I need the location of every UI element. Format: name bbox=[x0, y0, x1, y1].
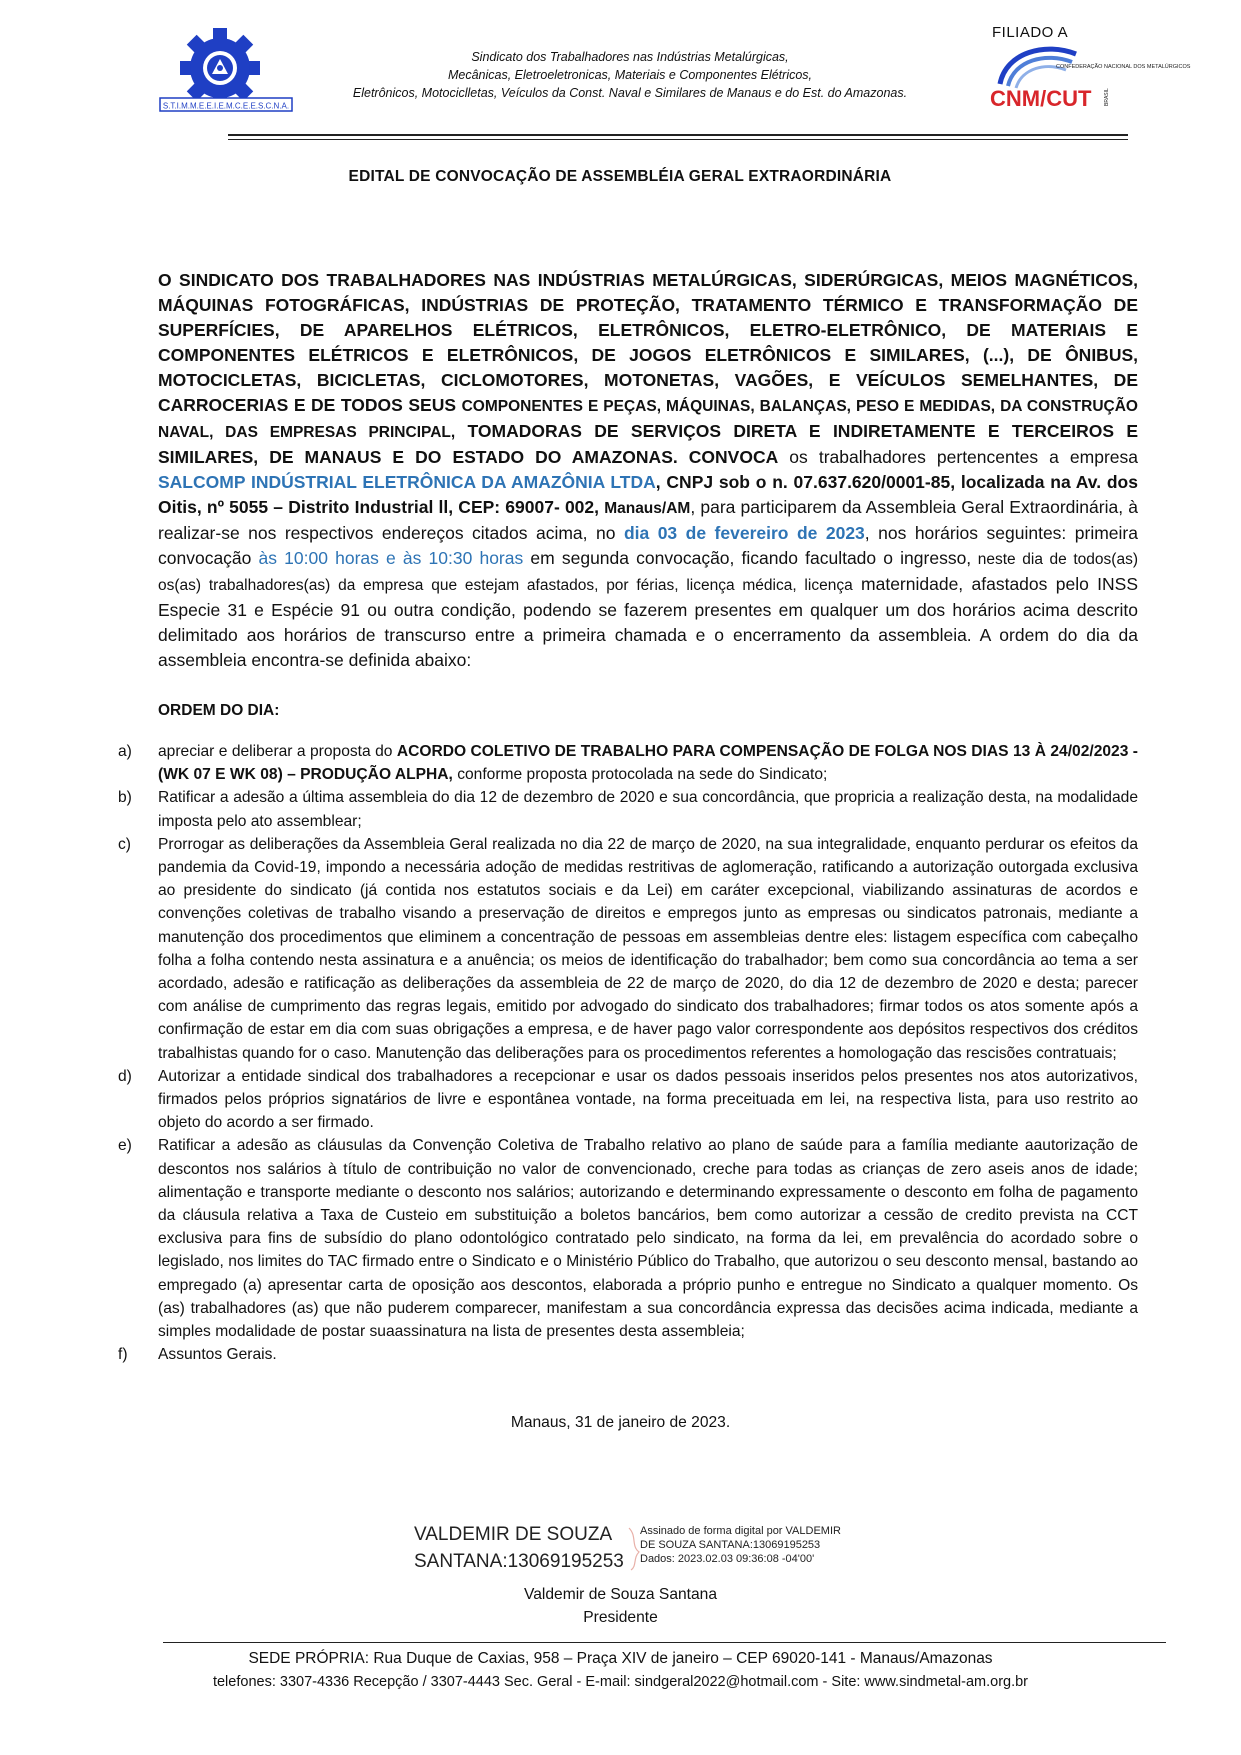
item-letter: a) bbox=[118, 743, 132, 760]
item-text: Ratificar a adesão a última assembleia do dia 12 de dezembro de 2020 e sua concordância, que propricia a realização desta, na modalidade imposta pelo ato assemblear; bbox=[158, 789, 1138, 830]
company-name: SALCOMP INDÚSTRIAL ELETRÔNICA DA AMAZÔNIA LTDA bbox=[158, 472, 656, 492]
digital-signature-details: Assinado de forma digital por VALDEMIR DE SOUZA SANTANA:13069195253 Dados: 2023.02.03 09:36:08 -04'00' bbox=[640, 1525, 841, 1565]
header-divider-thin bbox=[228, 139, 1128, 140]
agenda-list bbox=[118, 740, 1138, 1366]
assembly-date: dia 03 de fevereiro de 2023 bbox=[623, 523, 865, 543]
item-letter: d) bbox=[118, 1067, 132, 1085]
company-city: Manaus/AM bbox=[604, 500, 691, 517]
agenda-title: ORDEM DO DIA: bbox=[158, 702, 280, 719]
agenda-item-d bbox=[118, 1065, 1138, 1135]
affiliation-label: FILIADO A bbox=[992, 24, 1069, 41]
company-address: , CNPJ sob o n. 07.637.620/0001-85, localizada na Av. dos Oitis, nº 5055 – Distrito Industrial ll, CEP: 69007- 002, bbox=[158, 472, 1138, 517]
union-name-header: Sindicato dos Trabalhadores nas Indústrias Metalúrgicas, Mecânicas, Eletroeletronicas, Materiais e Componentes Elétricos, Eletrônicos, Motociclletas, Veículos da Const. Naval e Similares de Manaus e do Est. do Amazonas. bbox=[352, 50, 908, 100]
eligibility-text-cont: maternidade, afastados pelo INSS Especie 31 e Espécie 91 ou outra condição, podendo se fazerem presentes em qualquer um dos horários acima descrito delimitado aos horários de transcurso entre a primeira chamada e o encerramento da assembleia. A ordem do dia da assembleia encontra-se definida abaixo: bbox=[158, 574, 1138, 670]
svg-text:CONFEDERAÇÃO NACIONAL DOS META: CONFEDERAÇÃO NACIONAL DOS METALÚRGICOS bbox=[1056, 64, 1191, 70]
item-text: apreciar e deliberar a proposta do ACORDO COLETIVO DE TRABALHO PARA COMPENSAÇÃO DE FOLGA NOS DIAS 13 À 24/02/2023 - (WK 07 E WK 08) – PRODUÇÃO ALPHA, conforme proposta protocolada na sede do Sindicato; bbox=[158, 743, 1138, 784]
svg-text:CNM/CUT: CNM/CUT bbox=[990, 86, 1092, 111]
signer-name: Valdemir de Souza Santana bbox=[523, 1586, 718, 1603]
agenda-item-e bbox=[118, 1134, 1138, 1343]
convoca-text: os trabalhadores pertencentes a empresa bbox=[778, 447, 1139, 467]
header-divider bbox=[228, 134, 1128, 136]
digital-signature-name: VALDEMIR DE SOUZA SANTANA:13069195253 bbox=[414, 1524, 624, 1572]
item-text: Assuntos Gerais. bbox=[158, 1346, 277, 1364]
eligibility-text: neste dia de todos(as) os(as) trabalhadores(as) da empresa que estejam afastados, por férias, licença médica, licença bbox=[158, 551, 1138, 594]
union-full-name-end: TOMADORAS DE SERVIÇOS DIRETA E INDIRETAMENTE E TERCEIROS E SIMILARES, DE MANAUS E DO ESTADO DO AMAZONAS. CONVOCA bbox=[158, 421, 1139, 467]
footer-contacts: telefones: 3307-4336 Recepção / 3307-4443 Sec. Geral - E-mail: sindgeral2022@hotmail.com - Site: www.sindmetal-am.org.br bbox=[212, 1674, 1029, 1690]
item-letter: e) bbox=[118, 1137, 132, 1155]
schedule-text: , nos horários seguintes: primeira convocação bbox=[158, 523, 1138, 568]
agenda-item-a bbox=[118, 740, 1138, 786]
second-call-text: em segunda convocação, ficando facultado o ingresso, bbox=[523, 548, 972, 568]
union-logo bbox=[158, 28, 298, 128]
footer-divider bbox=[163, 1642, 1166, 1643]
svg-text:S.T.I.M.M.E.E.I.E.M.C.E.E.S.C.: S.T.I.M.M.E.E.I.E.M.C.E.E.S.C.N.A. bbox=[162, 101, 290, 111]
assembly-text: , para participarem da Assembleia Geral Extraordinária, à realizar-se nos respectivos endereços citados acima, no bbox=[158, 497, 1138, 543]
item-letter: f) bbox=[118, 1346, 128, 1364]
item-text: Autorizar a entidade sindical dos trabalhadores a recepcionar e usar os dados pessoais inseridos pelos presentes nos atos autorizativos, firmados pelos próprios signatários de livre e espontânea vontade, na forma preceituada em lei, na respectiva lista, para uso restrito ao objeto do acordo a ser firmado. bbox=[158, 1067, 1138, 1132]
footer-address: SEDE PRÓPRIA: Rua Duque de Caxias, 958 – Praça XIV de janeiro – CEP 69020-141 - Manaus/Amazonas bbox=[248, 1650, 993, 1667]
item-text: Prorrogar as deliberações da Assembleia Geral realizada no dia 22 de março de 2020, na sua integralidade, enquanto perdurar os efeitos da pandemia da Covid-19, impondo a necessária adoção de medidas restritivas de aglomeração, ratificando a autorização outorgada exclusiva ao presidente do sindicato (já contida nos estatutos sociais e da Lei) em caráter excepcional, viabilizando assinaturas de acordos e convenções coletivas de trabalho visando a preservação de direitos e empregos junto as empresas ou sindicatos patronais, mediante a manutenção dos procedimentos que eliminem a concentração de pessoas em assembleias dentre eles: listagem específica com cabeçalho folha a folha contendo nesta assinatura e a anuência; os meios de identificação do trabalhador; bem como sua concordância ao tema a ser acordado, adesão e ratificação as deliberações da assembleia de 22 de março de 2020, do dia 12 de dezembro de 2020 e desta; parecer com análise de cumprimento das regras legais, emitido por advogado do sindicato dos trabalhadores; firmar todos os atos somente após a confirmação de estar em dia com suas obrigações a empresa, e de haver pago valor correspondente aos depósitos respectivos dos créditos trabalhistas quando for o caso. Manutenção das deliberações para os procedimentos referentes a homologação das rescisões contratuais; bbox=[158, 835, 1138, 1062]
union-full-name-cont: COMPONENTES E PEÇAS, MÁQUINAS, BALANÇAS, PESO E MEDIDAS, DA CONSTRUÇÃO NAVAL, DAS EMPRESAS PRINCIPAL, bbox=[158, 398, 1138, 441]
assembly-times: às 10:00 horas e às 10:30 horas bbox=[258, 548, 524, 568]
item-letter: b) bbox=[118, 789, 132, 807]
signer-block bbox=[0, 1583, 1241, 1629]
cnm-cut-logo bbox=[986, 40, 1191, 112]
union-full-name: O SINDICATO DOS TRABALHADORES NAS INDÚSTRIAS METALÚRGICAS, SIDERÚRGICAS, MEIOS MAGNÉTICOS, MÁQUINAS FOTOGRÁFICAS, INDÚSTRIAS DE PROTEÇÃO, TRATAMENTO TÉRMICO E TRANSFORMAÇÃO DE SUPERFÍCIES, DE APARELHOS ELÉTRICOS, ELETRÔNICOS, ELETRO-ELETRÔNICO, DE MATERIAIS E COMPONENTES ELÉTRICOS E ELETRÔNICOS, DE JOGOS ELETRÔNICOS E SIMILARES, (...), DE ÔNIBUS, MOTOCICLETAS, BICICLETAS, CICLOMOTORES, MOTONETAS, VAGÕES, E VEÍCULOS SEMELHANTES, DE CARROCERIAS E DE TODOS SEUS bbox=[158, 270, 1138, 415]
convocation-paragraph bbox=[158, 268, 1138, 673]
agenda-item-f bbox=[118, 1343, 1138, 1366]
document-title: EDITAL DE CONVOCAÇÃO DE ASSEMBLÉIA GERAL EXTRAORDINÁRIA bbox=[348, 168, 892, 185]
agenda-item-c bbox=[118, 833, 1138, 1065]
document-date: Manaus, 31 de janeiro de 2023. bbox=[510, 1414, 731, 1431]
agenda-item-b bbox=[118, 786, 1138, 832]
svg-text:BRASIL: BRASIL bbox=[1104, 88, 1110, 106]
item-text: Ratificar a adesão as cláusulas da Convenção Coletiva de Trabalho relativo ao plano de saúde para a família mediante aautorização de descontos nos salários à título de contribuição no valor de convencionado, creche para todas as crianças de zero aseis anos de idade; alimentação e transporte mediante o desconto nos salários; autorizando e determinando expressamente o desconto em folha de pagamento da cláusula relativa a Taxa de Custeio em substituição a boletos bancários, bem como autorizar a cessão de credito prevista na CCT exclusiva para fins de subsídio do plano odontológico contratado pelo sindicato, na forma da lei, em prevalência do acordado sobre o legislado, nos limites do TAC firmado entre o Sindicato e o Ministério Público do Trabalho, que autorizou o seu desconto mensal, bastando ao empregado (a) apresentar carta de oposição aos descontos, elaborada a próprio punho e entregue no Sindicato a qualquer momento. Os (as) trabalhadores (as) que não puderem comparecer, manifestam a sua concordância expressa das decisões acima indicada, mediante a simples modalidade de postar suaassinatura na lista de presentes desta assembleia; bbox=[158, 1137, 1138, 1341]
item-letter: c) bbox=[118, 835, 131, 853]
signer-role: Presidente bbox=[583, 1609, 658, 1626]
